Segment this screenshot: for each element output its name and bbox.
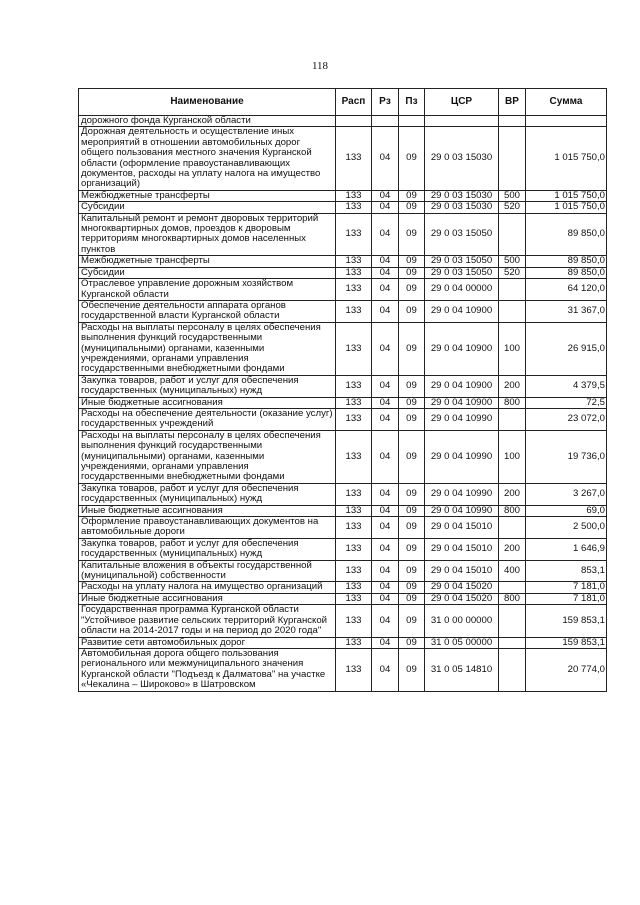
cell-csr: 29 0 04 10990 [425, 430, 499, 483]
cell-vr [499, 300, 526, 322]
cell-rz: 04 [372, 279, 399, 301]
cell-rz: 04 [372, 560, 399, 582]
table-header-row [79, 89, 607, 116]
table-row [79, 430, 607, 483]
cell-vr [499, 127, 526, 190]
table-row [79, 517, 607, 539]
table-row [79, 300, 607, 322]
cell-sum: 1 646,9 [526, 538, 607, 560]
cell-vr: 800 [499, 505, 526, 516]
cell-name: Межбюджетные трансферты [79, 190, 336, 201]
cell-rasp: 133 [336, 408, 372, 430]
table-row [79, 127, 607, 190]
cell-name: Межбюджетные трансферты [79, 256, 336, 267]
cell-rasp: 133 [336, 593, 372, 604]
cell-rasp: 133 [336, 560, 372, 582]
cell-name: Государственная программа Курганской области "Устойчивое развитие сельских территорий Курганской области на 2014-2017 годы и на период до 2020 года" [79, 605, 336, 637]
cell-sum [526, 116, 607, 127]
cell-vr: 520 [499, 202, 526, 213]
cell-csr: 29 0 04 10990 [425, 505, 499, 516]
cell-pz: 09 [399, 397, 425, 408]
cell-vr: 800 [499, 397, 526, 408]
cell-rasp: 133 [336, 430, 372, 483]
cell-rz: 04 [372, 505, 399, 516]
cell-csr: 29 0 03 15030 [425, 190, 499, 201]
cell-csr: 29 0 04 15010 [425, 560, 499, 582]
cell-sum: 853,1 [526, 560, 607, 582]
table-row [79, 322, 607, 375]
header-sum: Сумма [526, 89, 607, 116]
cell-name: Отраслевое управление дорожным хозяйством Курганской области [79, 279, 336, 301]
cell-csr: 29 0 04 10900 [425, 375, 499, 397]
cell-sum: 26 915,0 [526, 322, 607, 375]
table-row [79, 483, 607, 505]
table-row [79, 202, 607, 213]
cell-csr: 29 0 03 15050 [425, 213, 499, 256]
table-row [79, 213, 607, 256]
cell-vr [499, 605, 526, 637]
cell-name: Иные бюджетные ассигнования [79, 505, 336, 516]
cell-pz: 09 [399, 267, 425, 278]
cell-pz: 09 [399, 190, 425, 201]
cell-sum: 4 379,5 [526, 375, 607, 397]
cell-csr: 29 0 03 15050 [425, 256, 499, 267]
cell-name: Развитие сети автомобильных дорог [79, 637, 336, 648]
cell-vr [499, 213, 526, 256]
cell-csr: 29 0 04 10900 [425, 300, 499, 322]
cell-name: Субсидии [79, 267, 336, 278]
table-row [79, 267, 607, 278]
cell-rz: 04 [372, 648, 399, 691]
table-row [79, 560, 607, 582]
cell-vr: 400 [499, 560, 526, 582]
table-row [79, 256, 607, 267]
table-row [79, 538, 607, 560]
cell-pz: 09 [399, 375, 425, 397]
cell-vr: 500 [499, 256, 526, 267]
cell-pz: 09 [399, 322, 425, 375]
cell-sum: 19 736,0 [526, 430, 607, 483]
cell-vr: 200 [499, 375, 526, 397]
cell-name: Субсидии [79, 202, 336, 213]
cell-sum: 69,0 [526, 505, 607, 516]
cell-rasp: 133 [336, 397, 372, 408]
cell-vr: 800 [499, 593, 526, 604]
cell-sum: 31 367,0 [526, 300, 607, 322]
cell-rasp: 133 [336, 322, 372, 375]
cell-sum: 3 267,0 [526, 483, 607, 505]
table-row [79, 375, 607, 397]
cell-rasp: 133 [336, 300, 372, 322]
cell-csr: 29 0 03 15050 [425, 267, 499, 278]
cell-sum: 1 015 750,0 [526, 202, 607, 213]
cell-rasp: 133 [336, 605, 372, 637]
cell-name: Иные бюджетные ассигнования [79, 397, 336, 408]
cell-csr: 29 0 04 10900 [425, 322, 499, 375]
cell-sum: 23 072,0 [526, 408, 607, 430]
header-rasp: Расп [336, 89, 372, 116]
cell-rz: 04 [372, 256, 399, 267]
cell-rasp: 133 [336, 517, 372, 539]
cell-vr [499, 408, 526, 430]
cell-pz: 09 [399, 560, 425, 582]
cell-sum: 159 853,1 [526, 605, 607, 637]
cell-name: Расходы на уплату налога на имущество организаций [79, 582, 336, 593]
header-pz: Пз [399, 89, 425, 116]
cell-name: Закупка товаров, работ и услуг для обеспечения государственных (муниципальных) нужд [79, 483, 336, 505]
cell-csr: 29 0 04 00000 [425, 279, 499, 301]
cell-rasp: 133 [336, 127, 372, 190]
cell-csr: 31 0 05 00000 [425, 637, 499, 648]
cell-csr: 29 0 03 15030 [425, 202, 499, 213]
header-name: Наименование [79, 89, 336, 116]
cell-rasp: 133 [336, 483, 372, 505]
table-body [79, 116, 607, 692]
table-row [79, 648, 607, 691]
cell-csr: 29 0 04 10900 [425, 397, 499, 408]
cell-name: дорожного фонда Курганской области [79, 116, 336, 127]
cell-pz: 09 [399, 517, 425, 539]
table-row [79, 116, 607, 127]
cell-rasp: 133 [336, 648, 372, 691]
cell-vr: 100 [499, 322, 526, 375]
cell-vr: 500 [499, 190, 526, 201]
cell-sum: 89 850,0 [526, 213, 607, 256]
cell-vr [499, 517, 526, 539]
cell-vr [499, 648, 526, 691]
page-number: 118 [311, 60, 329, 72]
table-row [79, 190, 607, 201]
cell-rz: 04 [372, 538, 399, 560]
cell-rz: 04 [372, 517, 399, 539]
budget-table [78, 88, 607, 692]
cell-rz: 04 [372, 605, 399, 637]
cell-name: Обеспечение деятельности аппарата органов государственной власти Курганской области [79, 300, 336, 322]
cell-sum: 89 850,0 [526, 256, 607, 267]
cell-rz: 04 [372, 127, 399, 190]
cell-rz: 04 [372, 375, 399, 397]
cell-sum: 64 120,0 [526, 279, 607, 301]
cell-rasp: 133 [336, 213, 372, 256]
cell-vr [499, 116, 526, 127]
cell-sum: 7 181,0 [526, 582, 607, 593]
cell-name: Дорожная деятельность и осуществление иных мероприятий в отношении автомобильных дорог общего пользования местного значения Курганской области (оформление правоустанавливающих документов, расходы на уплату налога на имущество организаций) [79, 127, 336, 190]
cell-rz: 04 [372, 300, 399, 322]
cell-sum: 1 015 750,0 [526, 127, 607, 190]
cell-csr: 29 0 04 15020 [425, 582, 499, 593]
cell-rasp: 133 [336, 505, 372, 516]
cell-pz: 09 [399, 408, 425, 430]
cell-vr: 520 [499, 267, 526, 278]
cell-name: Капитальный ремонт и ремонт дворовых территорий многоквартирных домов, проездов к дворовым территориям многоквартирных домов населенных пунктов [79, 213, 336, 256]
cell-rz: 04 [372, 483, 399, 505]
cell-pz: 09 [399, 213, 425, 256]
cell-rasp: 133 [336, 190, 372, 201]
cell-sum: 72,5 [526, 397, 607, 408]
cell-vr: 100 [499, 430, 526, 483]
table-row [79, 605, 607, 637]
cell-csr: 29 0 04 15010 [425, 538, 499, 560]
cell-csr [425, 116, 499, 127]
cell-name: Закупка товаров, работ и услуг для обеспечения государственных (муниципальных) нужд [79, 375, 336, 397]
cell-csr: 29 0 04 10990 [425, 483, 499, 505]
cell-csr: 29 0 03 15030 [425, 127, 499, 190]
cell-name: Расходы на обеспечение деятельности (оказание услуг) государственных учреждений [79, 408, 336, 430]
cell-sum: 20 774,0 [526, 648, 607, 691]
cell-rz: 04 [372, 408, 399, 430]
cell-csr: 31 0 00 00000 [425, 605, 499, 637]
table-row [79, 637, 607, 648]
cell-name: Оформление правоустанавливающих документов на автомобильные дороги [79, 517, 336, 539]
cell-sum: 1 015 750,0 [526, 190, 607, 201]
cell-rz: 04 [372, 267, 399, 278]
cell-pz: 09 [399, 430, 425, 483]
cell-rasp: 133 [336, 538, 372, 560]
cell-sum: 2 500,0 [526, 517, 607, 539]
cell-pz: 09 [399, 648, 425, 691]
cell-rasp: 133 [336, 267, 372, 278]
cell-vr [499, 637, 526, 648]
cell-pz: 09 [399, 605, 425, 637]
table-row [79, 279, 607, 301]
cell-rz: 04 [372, 213, 399, 256]
cell-pz: 09 [399, 127, 425, 190]
cell-pz: 09 [399, 483, 425, 505]
cell-vr: 200 [499, 538, 526, 560]
cell-pz: 09 [399, 593, 425, 604]
cell-rz: 04 [372, 202, 399, 213]
cell-rasp: 133 [336, 582, 372, 593]
header-csr: ЦСР [425, 89, 499, 116]
table-row [79, 582, 607, 593]
table-row [79, 397, 607, 408]
cell-rz: 04 [372, 430, 399, 483]
cell-pz: 09 [399, 505, 425, 516]
cell-sum: 159 853,1 [526, 637, 607, 648]
cell-rasp [336, 116, 372, 127]
cell-rz: 04 [372, 397, 399, 408]
cell-rasp: 133 [336, 279, 372, 301]
cell-csr: 29 0 04 10990 [425, 408, 499, 430]
cell-csr: 29 0 04 15010 [425, 517, 499, 539]
cell-pz: 09 [399, 582, 425, 593]
table-row [79, 593, 607, 604]
header-vr: ВР [499, 89, 526, 116]
cell-csr: 31 0 05 14810 [425, 648, 499, 691]
cell-rasp: 133 [336, 256, 372, 267]
cell-pz: 09 [399, 637, 425, 648]
cell-rz: 04 [372, 637, 399, 648]
cell-vr [499, 582, 526, 593]
cell-pz: 09 [399, 279, 425, 301]
cell-pz: 09 [399, 256, 425, 267]
cell-pz: 09 [399, 300, 425, 322]
cell-pz: 09 [399, 202, 425, 213]
cell-rz: 04 [372, 582, 399, 593]
cell-rz [372, 116, 399, 127]
cell-name: Капитальные вложения в объекты государственной (муниципальной) собственности [79, 560, 336, 582]
cell-name: Расходы на выплаты персоналу в целях обеспечения выполнения функций государственными (муниципальными) органами, казенными учреждениями, органами управления государственными внебюджетными фондами [79, 322, 336, 375]
cell-rz: 04 [372, 593, 399, 604]
cell-rasp: 133 [336, 202, 372, 213]
cell-name: Закупка товаров, работ и услуг для обеспечения государственных (муниципальных) нужд [79, 538, 336, 560]
cell-csr: 29 0 04 15020 [425, 593, 499, 604]
cell-vr [499, 279, 526, 301]
cell-sum: 89 850,0 [526, 267, 607, 278]
cell-name: Иные бюджетные ассигнования [79, 593, 336, 604]
cell-rz: 04 [372, 190, 399, 201]
cell-name: Расходы на выплаты персоналу в целях обеспечения выполнения функций государственными (муниципальными) органами, казенными учреждениями, органами управления государственными внебюджетными фондами [79, 430, 336, 483]
cell-pz: 09 [399, 538, 425, 560]
table-row [79, 505, 607, 516]
header-rz: Рз [372, 89, 399, 116]
cell-rasp: 133 [336, 375, 372, 397]
cell-rz: 04 [372, 322, 399, 375]
cell-rasp: 133 [336, 637, 372, 648]
table-row [79, 408, 607, 430]
cell-name: Автомобильная дорога общего пользования регионального или межмуниципального значения Курганской области "Подъезд к Далматова" на участке «Чекалина – Широково» в Шатровском [79, 648, 336, 691]
cell-vr: 200 [499, 483, 526, 505]
cell-sum: 7 181,0 [526, 593, 607, 604]
cell-pz [399, 116, 425, 127]
